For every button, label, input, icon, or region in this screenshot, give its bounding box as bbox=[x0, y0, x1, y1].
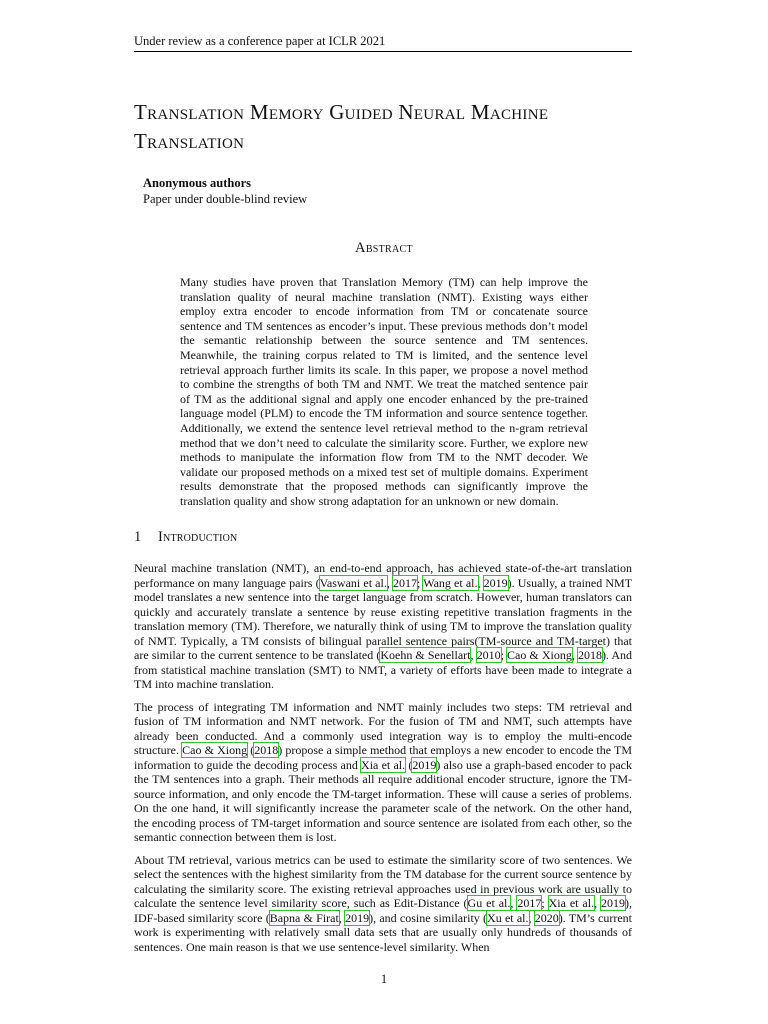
section-heading-introduction bbox=[134, 529, 237, 546]
citation-link[interactable]: 2019 bbox=[601, 896, 626, 910]
paper-title bbox=[134, 98, 644, 156]
citation-link[interactable]: Gu et al. bbox=[467, 896, 511, 910]
citation-link[interactable]: 2019 bbox=[345, 910, 370, 925]
citation-link[interactable]: Koehn & Senellart bbox=[380, 648, 471, 662]
citation-link[interactable]: 2010 bbox=[476, 648, 501, 662]
paragraph-2: The process of integrating TM information and NMT mainly includes two steps: TM retrieval and fusion of TM information and NMT network. For the fusion of TM and NMT, such attempts have already been conducted. And a commonly used integration way is to employ the multi-encode structure. Cao & Xiong (2018) propose a simple method that employs a new encoder to encode the TM information to guide the decoding process and Xia et al. (2019) also use a graph-based encoder to pack the TM sentences into a graph. Their methods all require additional encoder structure, ignore the TM-source information, and only encode the TM-target information. These will cause a series of problems. On the one hand, it will significantly increase the parameter scale of the network. On the other hand, the encoding process of TM-target information and source sentence are isolated from each other, so the semantic connection between them is lost. bbox=[134, 699, 633, 844]
citation-link[interactable]: Wang et al. bbox=[423, 575, 478, 590]
abstract-heading: Abstract bbox=[355, 240, 413, 256]
page-number: 1 bbox=[380, 972, 388, 986]
citation-link[interactable]: 2019 bbox=[412, 757, 437, 772]
citation-link[interactable]: Bapna & Firat bbox=[269, 910, 339, 925]
citation-link[interactable]: Xu et al. bbox=[487, 910, 529, 925]
citation-link[interactable]: Vaswani et al. bbox=[319, 575, 387, 590]
author-block bbox=[143, 175, 307, 207]
paragraph-1: Neural machine translation (NMT), an end-to-end approach, has achieved state-of-the-art translation performance on many language pairs (Vaswani et al., 2017; Wang et al., 2019). Usually, a trained NMT model translates a new sentence into the target language from scratch. However, human translators can quickly and accurately translate a sentence by reuse existing repetitive translation fragments in the translation memory (TM). Therefore, we naturally think of using TM to improve the translation quality of NMT. Typically, a TM consists of bilingual parallel sentence pairs(TM-source and TM-target) that are similar to the current sentence to be translated (Koehn & Senellart, 2010; Cao & Xiong, 2018). And from statistical machine translation (SMT) to NMT, a variety of efforts have been made to integrate a TM into machine translation. bbox=[134, 561, 633, 691]
citation-link[interactable]: 2018 bbox=[254, 743, 279, 757]
citation-link[interactable]: 2019 bbox=[483, 575, 508, 590]
header-rule bbox=[134, 51, 632, 52]
introduction-body bbox=[134, 561, 632, 962]
citation-link[interactable]: 2018 bbox=[577, 648, 602, 662]
title-line-1: Translation Memory Guided Neural Machine bbox=[134, 100, 549, 124]
running-head: Under review as a conference paper at ICLR 2021 bbox=[134, 34, 386, 48]
citation-link[interactable]: 2020 bbox=[534, 910, 559, 925]
citation-link[interactable]: Cao & Xiong bbox=[507, 648, 572, 662]
section-number: 1 bbox=[134, 529, 142, 545]
author-name: Anonymous authors bbox=[143, 176, 252, 190]
abstract-text: Many studies have proven that Translation Memory (TM) can help improve the translation quality of neural machine translation (NMT). Existing ways either employ extra encoder to encode information from TM or concatenate source sentence and TM sentences as encoder’s input. These previous methods don’t model the semantic relationship between the source sentence and TM sentences. Meanwhile, the training corpus related to TM is limited, and the sentence level retrieval approach further limits its scale. In this paper, we propose a novel method to combine the strengths of both TM and NMT. We treat the matched sentence pair of TM as the additional signal and apply one encoder enhanced by the pre-trained language model (PLM) to encode the TM information and source sentence together. Additionally, we extend the sentence level retrieval method to the n-gram retrieval method that we don’t need to calculate the similarity score. Further, we explore new methods to manipulate the information flow from TM to the NMT decoder. We validate our proposed methods on a mixed test set of multiple domains. Experiment results demonstrate that the proposed methods can significantly improve the translation quality and show strong adaptation for an unknown or new domain. bbox=[180, 275, 588, 508]
citation-link[interactable]: 2017 bbox=[392, 575, 417, 590]
section-title: Introduction bbox=[158, 529, 238, 545]
citation-link[interactable]: Xia et al. bbox=[548, 896, 595, 910]
author-affiliation: Paper under double-blind review bbox=[143, 192, 308, 206]
title-line-2: Translation bbox=[134, 129, 245, 153]
citation-link[interactable]: 2017 bbox=[517, 896, 542, 910]
paragraph-3: About TM retrieval, various metrics can be used to estimate the similarity score of two sentences. We select the sentences with the highest similarity from the TM database for the current source sentence by calculating the similarity score. The existing retrieval approaches used in previous work are usually to calculate the sentence level similarity score, such as Edit-Distance (Gu et al., 2017; Xia et al., 2019), IDF-based similarity score (Bapna & Firat, 2019), and cosine similarity (Xu et al., 2020). TM’s current work is experimenting with relatively small data sets that are usually only hundreds of thousands of sentences. One main reason is that we use sentence-level similarity. When bbox=[134, 852, 633, 954]
citation-link[interactable]: Xia et al. bbox=[361, 757, 406, 772]
citation-link[interactable]: Cao & Xiong bbox=[182, 743, 248, 757]
